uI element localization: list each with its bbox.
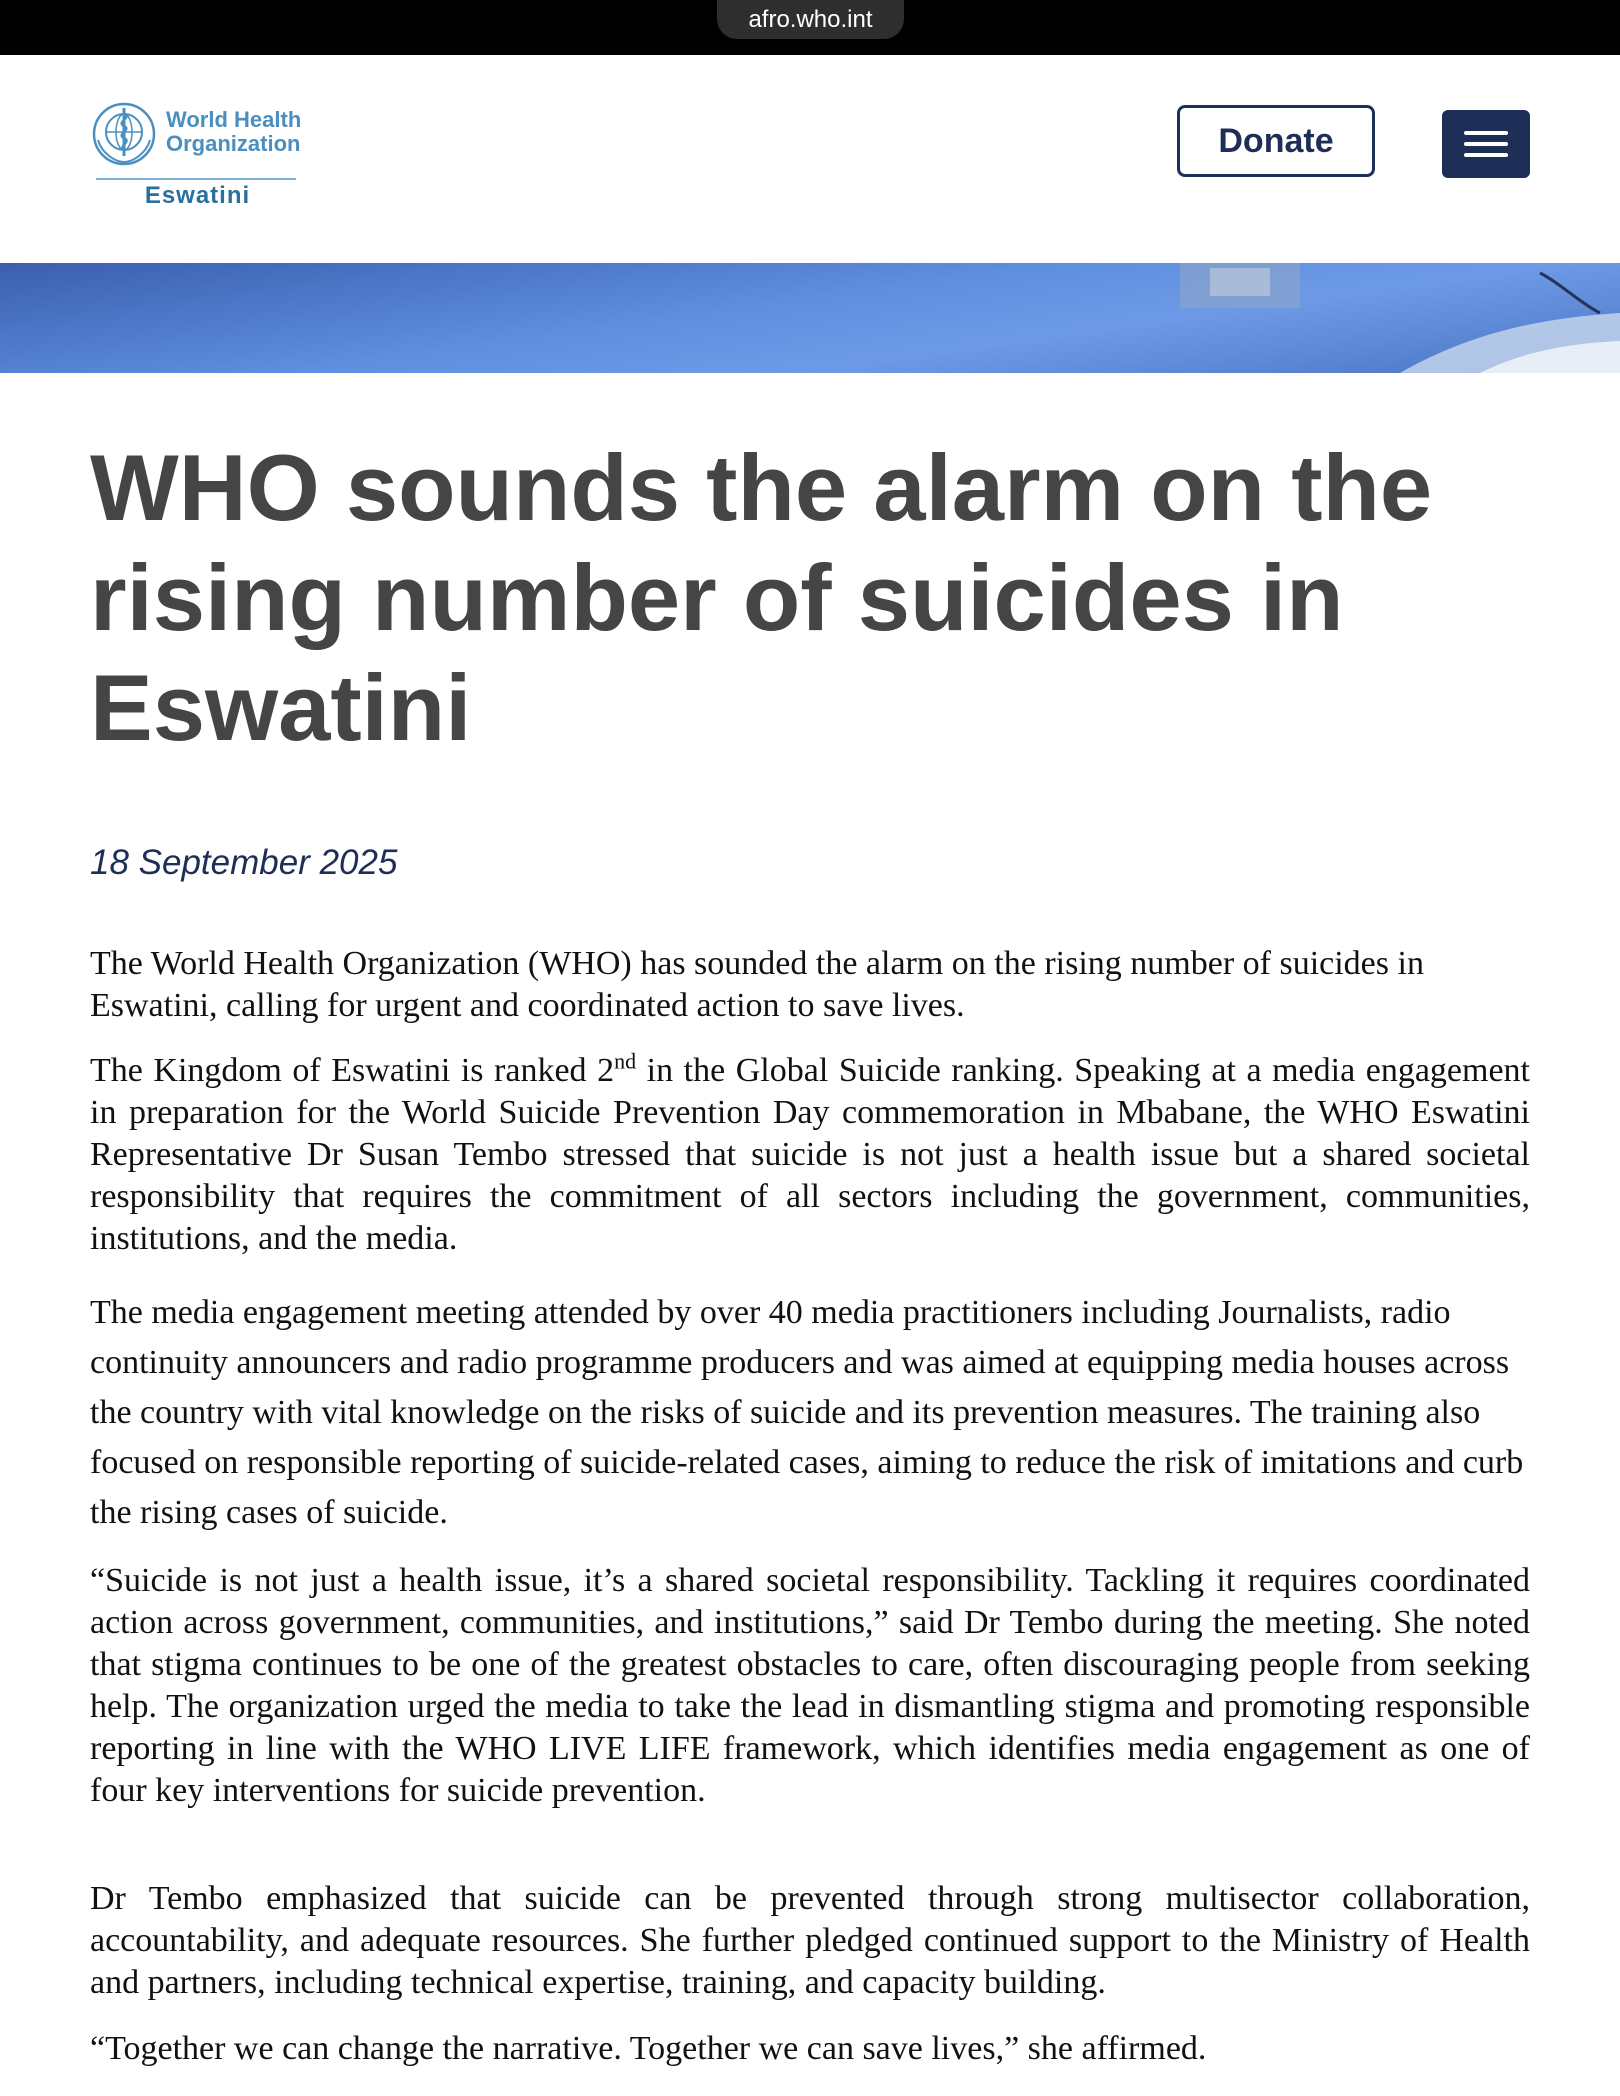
ordinal-suffix: nd [614,1048,637,1074]
article-paragraph: The World Health Organization (WHO) has sounded the alarm on the rising number of suicides in Eswatini, calling for urgent and coordinated action to save lives. [90,945,1424,1024]
url-address-pill[interactable]: afro.who.int [717,0,904,39]
page-title: WHO sounds the alarm on the rising number of suicides in Eswatini [90,435,1433,760]
who-emblem-icon [90,100,158,168]
site-header [0,55,1620,263]
paragraph-text: The Kingdom of Eswatini is ranked 2 [90,1052,615,1089]
article-paragraph: Dr Tembo emphasized that suicide can be prevented through strong multisector collaboration, accountability, and adequate resources. She further pledged continued support to the Ministry of Health and partners, including technical expertise, training, and capacity building. [90,1880,1530,2001]
menu-button[interactable] [1442,110,1530,178]
who-logo[interactable] [90,100,310,220]
publish-date: 18 September 2025 [90,843,398,882]
paragraph-text: in the Global Suicide ranking. Speaking at a media engagement in preparation for the World Suicide Prevention Day commemoration in Mbabane, the WHO Eswatini Representative Dr Susan Tembo stressed that suicide is not just a health issue but a shared societal responsibility that requires the commitment of all sectors including the government, communities, institutions, and the media. [90,1052,1530,1257]
donate-button[interactable]: Donate [1177,105,1375,177]
logo-divider [96,178,296,180]
banner-graphic [0,263,1620,373]
article-paragraph [90,1050,1530,1260]
article-paragraph: “Together we can change the narrative. Together we can save lives,” she affirmed. [90,2030,1207,2067]
browser-top-bar [0,0,1620,55]
hero-banner-image [0,263,1620,373]
article-paragraph: The media engagement meeting attended by over 40 media practitioners including Journalists, radio continuity announcers and radio programme producers and was aimed at equipping media houses across the country with vital knowledge on the risks of suicide and its prevention measures. The training also focused on responsible reporting of suicide-related cases, aiming to reduce the risk of imitations and curb the rising cases of suicide. [90,1294,1524,1531]
country-name: Eswatini [144,182,251,209]
org-name: World Health Organization [166,107,302,156]
article-paragraph: “Suicide is not just a health issue, it’s a shared societal responsibility. Tackling it requires coordinated action across government, communities, and institutions,” said Dr Tembo during the meeting. She noted that stigma continues to be one of the greatest obstacles to care, often discouraging people from seeking help. The organization urged the media to take the lead in dismantling stigma and promoting responsible reporting in line with the WHO LIVE LIFE framework, which identifies media engagement as one of four key interventions for suicide prevention. [90,1562,1530,1809]
